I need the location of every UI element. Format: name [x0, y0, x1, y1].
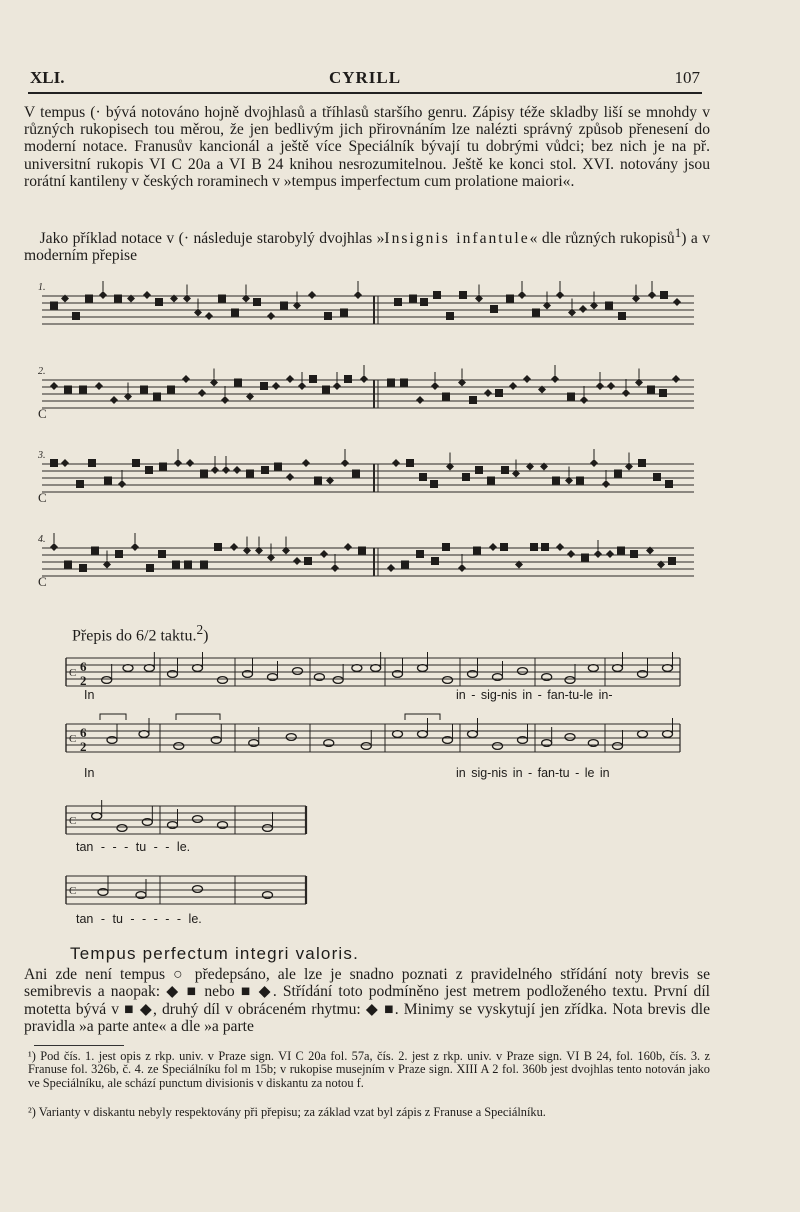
- semibrevis-note: [344, 543, 352, 551]
- staff2-lyric-start: In: [84, 766, 95, 780]
- brevis-note: [79, 564, 87, 572]
- c-clef: C: [69, 733, 77, 745]
- brevis-note: [416, 550, 424, 558]
- brevis-note: [260, 382, 268, 390]
- half-note-head: [371, 665, 381, 672]
- half-note-head: [613, 665, 623, 672]
- example-text-b: « dle různých rukopisů: [529, 230, 675, 248]
- brevis-note: [387, 379, 395, 387]
- brevis-note: [274, 463, 282, 471]
- semibrevis-note: [341, 459, 349, 467]
- semibrevis-note: [392, 459, 400, 467]
- brevis-note: [659, 389, 667, 397]
- staff1-lyric-rest: in - sig-nis in - fan-tu-le in-: [456, 688, 613, 702]
- brevis-note: [638, 459, 646, 467]
- brevis-note: [85, 295, 93, 303]
- semibrevis-note: [331, 564, 339, 572]
- brevis-note: [146, 564, 154, 572]
- semibrevis-note: [293, 557, 301, 565]
- half-note-head: [565, 677, 575, 684]
- semibrevis-note: [50, 543, 58, 551]
- example-text-c: ) a v moderním přepise: [24, 230, 711, 265]
- brevis-note: [433, 291, 441, 299]
- brevis-note: [605, 302, 613, 310]
- brevis-note: [487, 477, 495, 485]
- semibrevis-note: [230, 543, 238, 551]
- brevis-note: [132, 459, 140, 467]
- semibrevis-note: [211, 466, 219, 474]
- brevis-note: [530, 543, 538, 551]
- half-note-head: [613, 743, 623, 750]
- footnote-2: ²) Varianty v diskantu nebyly respektovány při přepisu; za základ vzat byl zápis z Franuse a Speciálníku.: [28, 1105, 546, 1119]
- chant-system-number: 4.: [38, 534, 46, 545]
- semibrevis-note: [320, 550, 328, 558]
- brevis-note: [630, 550, 638, 558]
- ligature-bracket: [100, 714, 126, 720]
- transcription-label-c: ): [203, 627, 209, 645]
- half-note-head: [263, 825, 273, 832]
- brevis-note: [469, 396, 477, 404]
- brevis-note: [431, 557, 439, 565]
- brevis-note: [617, 547, 625, 555]
- brevis-note: [104, 477, 112, 485]
- page-number: 107: [674, 68, 700, 87]
- brevis-note: [91, 547, 99, 555]
- semibrevis-note: [298, 382, 306, 390]
- brevis-note: [155, 298, 163, 306]
- chant-system-1: [38, 281, 694, 324]
- semibrevis-note: [221, 396, 229, 404]
- c-clef: C: [69, 815, 77, 827]
- half-note-head: [92, 813, 102, 820]
- half-note-head: [286, 734, 296, 741]
- brevis-note: [214, 543, 222, 551]
- half-note-head: [123, 665, 133, 672]
- brevis-note: [50, 459, 58, 467]
- half-note-head: [352, 665, 362, 672]
- semibrevis-note: [590, 459, 598, 467]
- brevis-note: [420, 298, 428, 306]
- brevis-note: [324, 312, 332, 320]
- example-text-a: Jako příklad notace v (· následuje starobylý dvojhlas »: [39, 230, 385, 248]
- piece-title: Insignis infantule: [384, 230, 530, 248]
- semibrevis-note: [333, 382, 341, 390]
- semibrevis-note: [489, 543, 497, 551]
- brevis-note: [618, 312, 626, 320]
- semibrevis-note: [272, 382, 280, 390]
- semibrevis-note: [416, 396, 424, 404]
- half-note-head: [565, 734, 575, 741]
- semibrevis-note: [110, 396, 118, 404]
- brevis-note: [532, 309, 540, 317]
- semibrevis-note: [131, 543, 139, 551]
- brevis-note: [668, 557, 676, 565]
- modern-staff-2: [60, 706, 700, 764]
- semibrevis-note: [143, 291, 151, 299]
- time-signature-top: 6: [80, 725, 87, 740]
- brevis-note: [406, 459, 414, 467]
- semibrevis-note: [198, 389, 206, 397]
- brevis-note: [200, 561, 208, 569]
- half-note-head: [144, 665, 154, 672]
- brevis-note: [442, 543, 450, 551]
- time-signature-top: 6: [80, 659, 87, 674]
- brevis-note: [358, 547, 366, 555]
- brevis-note: [614, 470, 622, 478]
- brevis-note: [576, 477, 584, 485]
- brevis-note: [64, 386, 72, 394]
- staff3-lyrics: tan - - - tu - - le.: [76, 840, 191, 854]
- chant-clef: C: [38, 406, 47, 421]
- half-note-head: [493, 743, 503, 750]
- time-fraction: 6/2: [136, 627, 157, 645]
- running-title: CYRILL: [328, 68, 402, 87]
- brevis-note: [167, 386, 175, 394]
- brevis-note: [140, 386, 148, 394]
- c-clef: C: [69, 885, 77, 897]
- semibrevis-note: [556, 543, 564, 551]
- brevis-note: [246, 470, 254, 478]
- brevis-note: [261, 466, 269, 474]
- staff2-lyric-rest: in sig-nis in - fan-tu - le in: [456, 766, 610, 780]
- half-note-head: [468, 731, 478, 738]
- chant-notation-systems: [34, 272, 702, 612]
- staff1-lyric-start: In: [84, 688, 95, 702]
- brevis-note: [409, 295, 417, 303]
- brevis-note: [218, 295, 226, 303]
- footnote-1: ¹) Pod čís. 1. jest opis z rkp. univ. v Praze sign. VI C 20a fol. 57a, čís. 2. jest z rkp. univ. v Praze sign. VI B 24, fol. 160b, čís. 3. z Franuse fol. 326b, č. 4. ze Speciálníku fol m 15b; v rukopise musejním v Praze sign. XIII A 2 fol. 360b jest dvojhlas tento notován jako ve Speciálníku, ale schází punctum divisionis v diskantu za notou f.: [28, 1049, 710, 1090]
- half-note-head: [443, 677, 453, 684]
- chant-system-number: 2.: [38, 366, 46, 377]
- brevis-note: [114, 295, 122, 303]
- transcription-label-b: taktu.: [156, 627, 197, 645]
- brevis-note: [581, 554, 589, 562]
- half-note-head: [193, 886, 203, 893]
- brevis-note: [653, 473, 661, 481]
- brevis-note: [79, 386, 87, 394]
- half-note-head: [293, 668, 303, 675]
- semibrevis-note: [182, 375, 190, 383]
- chant-system-2: [38, 365, 694, 421]
- half-note-head: [218, 677, 228, 684]
- semibrevis-note: [596, 382, 604, 390]
- semibrevis-note: [484, 389, 492, 397]
- half-note-head: [117, 825, 127, 832]
- semibrevis-note: [523, 375, 531, 383]
- semibrevis-note: [233, 466, 241, 474]
- brevis-note: [462, 473, 470, 481]
- brevis-note: [172, 561, 180, 569]
- brevis-note: [394, 298, 402, 306]
- semibrevis-note: [308, 291, 316, 299]
- semibrevis-note: [387, 564, 395, 572]
- paragraph-intro: V tempus (· bývá notováno hojně dvojhlasů a tříhlasů staršího genru. Zápisy téže skladby liší se mnohdy v různých rukopisech tou měrou, že jen bedlivým jich přirovnáním lze nalézti správný způsob přenesení do moderní notace. Franusův kancionál a ještě více Speciálník bývají tu dobrými vůdci; bez nich je na př. universitní rukopis VI C 20a a VI B 24 knihou nesrozumitelnou. Ještě ke konci stol. XVI. notovány jsou rorátní kantileny v českých roraminech v »tempus imperfectum cum prolatione maiori«.: [24, 104, 710, 190]
- ligature-bracket: [405, 714, 440, 720]
- semibrevis-note: [551, 375, 559, 383]
- paragraph-example: [24, 224, 710, 265]
- brevis-note: [665, 480, 673, 488]
- half-note-head: [638, 731, 648, 738]
- semibrevis-note: [174, 459, 182, 467]
- brevis-note: [400, 379, 408, 387]
- chapter-number: XLI.: [30, 68, 65, 87]
- staff4-lyrics: tan - tu - - - - - le.: [76, 912, 202, 926]
- brevis-note: [501, 466, 509, 474]
- brevis-note: [64, 561, 72, 569]
- semibrevis-note: [556, 291, 564, 299]
- semibrevis-note: [360, 375, 368, 383]
- half-note-head: [361, 743, 371, 750]
- brevis-note: [153, 393, 161, 401]
- semibrevis-note: [594, 550, 602, 558]
- brevis-note: [541, 543, 549, 551]
- semibrevis-note: [267, 312, 275, 320]
- semibrevis-note: [431, 382, 439, 390]
- semibrevis-note: [567, 550, 575, 558]
- half-note-head: [333, 677, 343, 684]
- half-note-head: [193, 816, 203, 823]
- ligature-bracket: [176, 714, 220, 720]
- chant-clef: C: [38, 490, 47, 505]
- half-note-head: [663, 665, 673, 672]
- brevis-note: [158, 550, 166, 558]
- time-signature-bottom: 2: [80, 673, 87, 688]
- semibrevis-note: [672, 375, 680, 383]
- transcription-label-a: Přepis do: [72, 627, 136, 645]
- time-signature-bottom: 2: [80, 739, 87, 754]
- semibrevis-note: [286, 375, 294, 383]
- half-note-head: [663, 731, 673, 738]
- brevis-note: [231, 309, 239, 317]
- brevis-note: [159, 463, 167, 471]
- half-note-head: [418, 665, 428, 672]
- footnote-ref-2: 2: [196, 622, 204, 637]
- semibrevis-note: [61, 459, 69, 467]
- half-note-head: [139, 731, 149, 738]
- section-heading: Tempus perfectum integri valoris.: [70, 944, 360, 963]
- semibrevis-note: [222, 466, 230, 474]
- semibrevis-note: [648, 291, 656, 299]
- semibrevis-note: [607, 382, 615, 390]
- chant-system-number: 3.: [38, 450, 46, 461]
- modern-staff-4: [60, 870, 700, 914]
- brevis-note: [309, 375, 317, 383]
- brevis-note: [660, 291, 668, 299]
- c-clef: C: [69, 667, 77, 679]
- chant-system-4: [38, 533, 694, 589]
- modern-staff-3: [60, 800, 700, 844]
- semibrevis-note: [50, 382, 58, 390]
- brevis-note: [280, 302, 288, 310]
- semibrevis-note: [95, 382, 103, 390]
- brevis-note: [490, 305, 498, 313]
- brevis-note: [76, 480, 84, 488]
- brevis-note: [442, 393, 450, 401]
- brevis-note: [567, 393, 575, 401]
- brevis-note: [419, 473, 427, 481]
- brevis-note: [234, 379, 242, 387]
- brevis-note: [552, 477, 560, 485]
- half-note-head: [174, 743, 184, 750]
- brevis-note: [401, 561, 409, 569]
- semibrevis-note: [186, 459, 194, 467]
- brevis-note: [50, 302, 58, 310]
- brevis-note: [352, 470, 360, 478]
- brevis-note: [253, 298, 261, 306]
- semibrevis-note: [580, 396, 588, 404]
- brevis-note: [430, 480, 438, 488]
- semibrevis-note: [602, 480, 610, 488]
- brevis-note: [314, 477, 322, 485]
- brevis-note: [145, 466, 153, 474]
- brevis-note: [184, 561, 192, 569]
- brevis-note: [500, 543, 508, 551]
- half-note-head: [518, 668, 528, 675]
- brevis-note: [495, 389, 503, 397]
- half-note-head: [193, 665, 203, 672]
- brevis-note: [506, 295, 514, 303]
- transcription-label: [72, 622, 208, 645]
- brevis-note: [475, 466, 483, 474]
- brevis-note: [647, 386, 655, 394]
- brevis-note: [340, 309, 348, 317]
- semibrevis-note: [354, 291, 362, 299]
- chant-clef: C: [38, 574, 47, 589]
- brevis-note: [115, 550, 123, 558]
- semibrevis-note: [518, 291, 526, 299]
- half-note-head: [393, 731, 403, 738]
- semibrevis-note: [509, 382, 517, 390]
- brevis-note: [473, 547, 481, 555]
- semibrevis-note: [622, 389, 630, 397]
- footnote-ref-1: 1: [674, 225, 682, 240]
- semibrevis-note: [118, 480, 126, 488]
- semibrevis-note: [458, 564, 466, 572]
- half-note-head: [588, 665, 598, 672]
- semibrevis-note: [579, 305, 587, 313]
- brevis-note: [88, 459, 96, 467]
- brevis-note: [304, 557, 312, 565]
- half-note-head: [418, 731, 428, 738]
- semibrevis-note: [286, 473, 294, 481]
- footnote-rule: [34, 1045, 124, 1046]
- semibrevis-note: [606, 550, 614, 558]
- chant-system-number: 1.: [38, 282, 46, 293]
- semibrevis-note: [99, 291, 107, 299]
- brevis-note: [344, 375, 352, 383]
- semibrevis-note: [302, 459, 310, 467]
- semibrevis-note: [673, 298, 681, 306]
- brevis-note: [322, 386, 330, 394]
- half-note-head: [102, 677, 112, 684]
- header-rule: [28, 92, 702, 94]
- chant-system-3: [37, 449, 694, 505]
- brevis-note: [459, 291, 467, 299]
- semibrevis-note: [205, 312, 213, 320]
- brevis-note: [72, 312, 80, 320]
- running-header: [30, 68, 700, 92]
- brevis-note: [200, 470, 208, 478]
- brevis-note: [446, 312, 454, 320]
- paragraph-tempus-perfectum: Ani zde není tempus ○ předepsáno, ale lze je snadno poznati z pravidelného střídání noty brevis se semibrevis a naopak: ◆ ■ nebo ■ ◆. Střídání toto podmíněno jest metrem podloženého textu. První díl motetta bývá v ■ ◆, druhý díl v obráceném rhytmu: ◆ ■. Minimy se vyskytují jen zřídka. Nota brevis dle pravidla »a parte ante« a dle »a parte: [24, 966, 710, 1036]
